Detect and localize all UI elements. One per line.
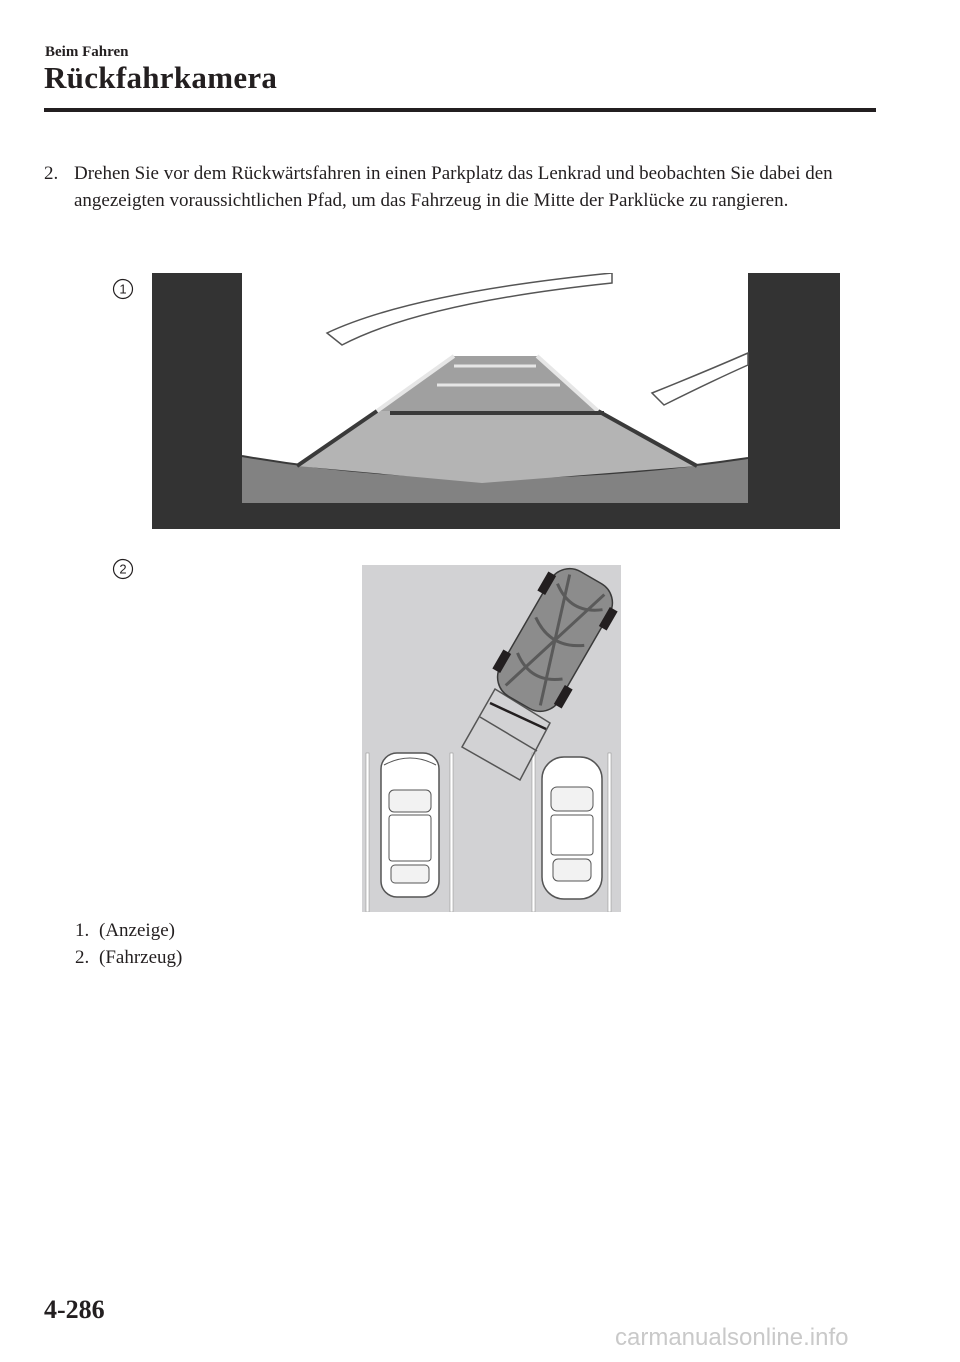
page-title: Rückfahrkamera <box>44 60 278 95</box>
section-label: Beim Fahren <box>45 44 129 60</box>
callout-1-icon <box>112 278 134 300</box>
legend-number: 1. <box>75 920 90 941</box>
watermark: carmanualsonline.info <box>615 1324 849 1351</box>
callout-1-label: 1 <box>119 281 127 297</box>
page-number: 4-286 <box>44 1295 105 1324</box>
camera-display-figure <box>152 273 840 529</box>
parked-car-left <box>381 753 439 897</box>
parked-car-right <box>542 757 602 899</box>
step-number: 2. <box>44 163 59 184</box>
legend-text: (Anzeige) <box>99 920 175 941</box>
title-rule <box>44 108 876 112</box>
callout-2-label: 2 <box>119 561 127 577</box>
legend-number: 2. <box>75 947 90 968</box>
legend-text: (Fahrzeug) <box>99 947 183 968</box>
callout-2-icon <box>112 558 134 580</box>
parking-vehicle-figure <box>362 565 621 912</box>
step-text: Drehen Sie vor dem Rückwärtsfahren in einen Parkplatz das Lenkrad und beobachten Sie dabei den angezeigten voraussichtlichen Pfad, um das Fahrzeug in die Mitte der Parklücke zu rangieren. <box>74 163 833 211</box>
